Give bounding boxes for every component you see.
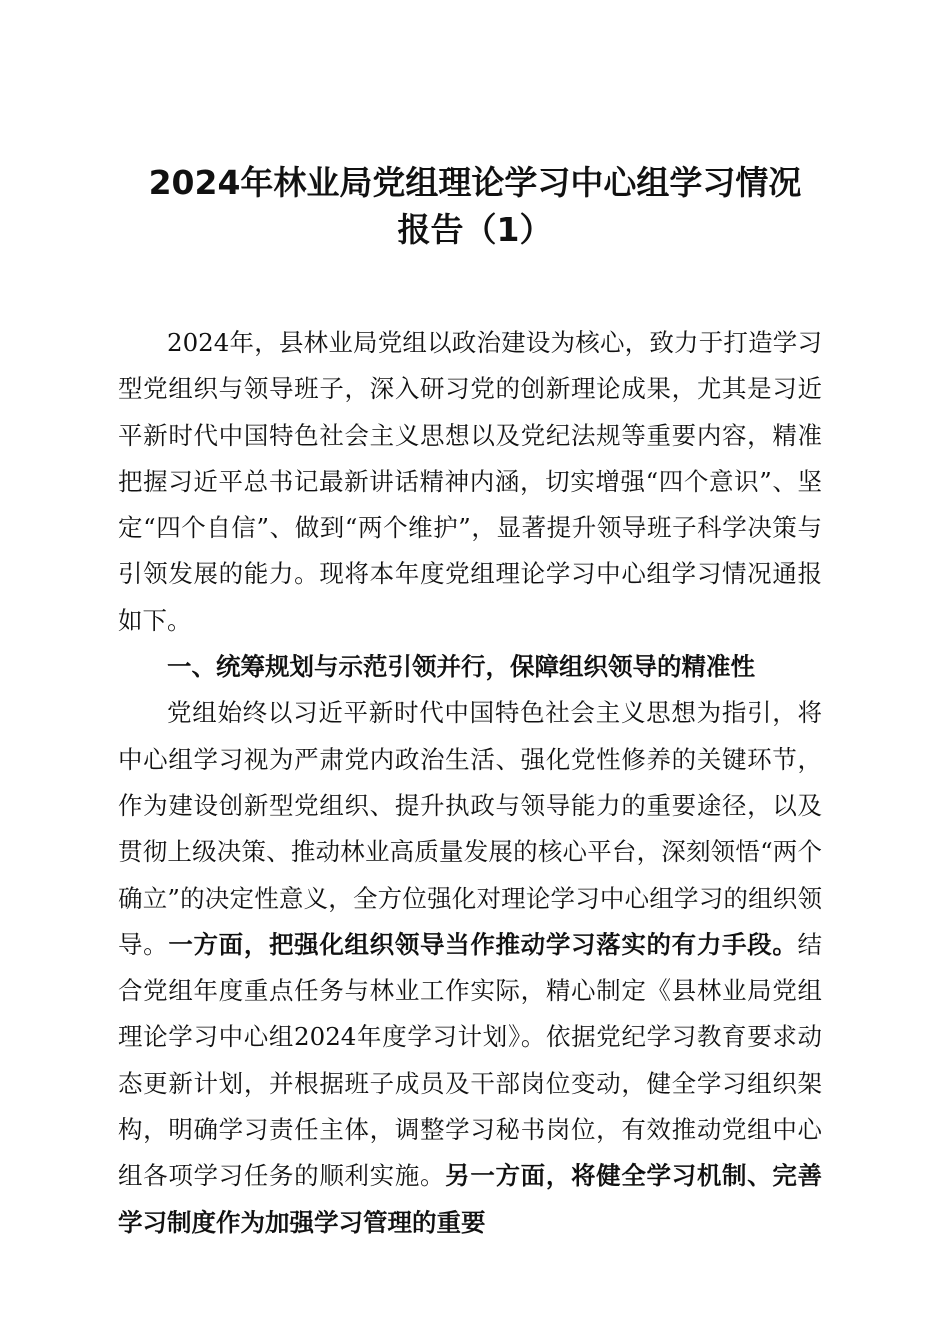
document-title-line-1: 2024年林业局党组理论学习中心组学习情况: [148, 163, 802, 202]
section-1-bold-b: 另一方面，将健全学习机制、完善学习制度作为加强学习管理的重要: [118, 1161, 823, 1237]
section-1-paragraph: [118, 690, 822, 1246]
section-1-text-b: 结合党组年度重点任务与林业工作实际，精心制定《县林业局党组理论学习中心组2024年度学习计划》。依据党纪学习教育要求动态更新计划，并根据班子成员及干部岗位变动，健全学习组织架构，明确学习责任主体，调整学习秘书岗位，有效推动党组中心组各项学习任务的顺利实施。: [118, 929, 823, 1191]
section-1-heading: 一、统筹规划与示范引领并行，保障组织领导的精准性: [167, 652, 755, 682]
document-body: [118, 320, 822, 1246]
section-1-text-a: 党组始终以习近平新时代中国特色社会主义思想为指引，将中心组学习视为严肃党内政治生活、强化党性修养的关键环节，作为建设创新型党组织、提升执政与领导能力的重要途径，以及贯彻上级决策、推动林业高质量发展的核心平台，深刻领悟“两个确立”的决定性意义，全方位强化对理论学习中心组学习的组织领导。: [118, 698, 822, 959]
document-title-line-2: 报告（1）: [397, 210, 553, 249]
section-1-bold-a: 一方面，把强化组织领导当作推动学习落实的有力手段。: [168, 929, 798, 959]
intro-paragraph: 2024年，县林业局党组以政治建设为核心，致力于打造学习型党组织与领导班子，深入研习党的创新理论成果，尤其是习近平新时代中国特色社会主义思想以及党纪法规等重要内容，精准把握习近平总书记最新讲话精神内涵，切实增强“四个意识”、坚定“四个自信”、做到“两个维护”，显著提升领导班子科学决策与引领发展的能力。现将本年度党组理论学习中心组学习情况通报如下。: [118, 328, 822, 635]
